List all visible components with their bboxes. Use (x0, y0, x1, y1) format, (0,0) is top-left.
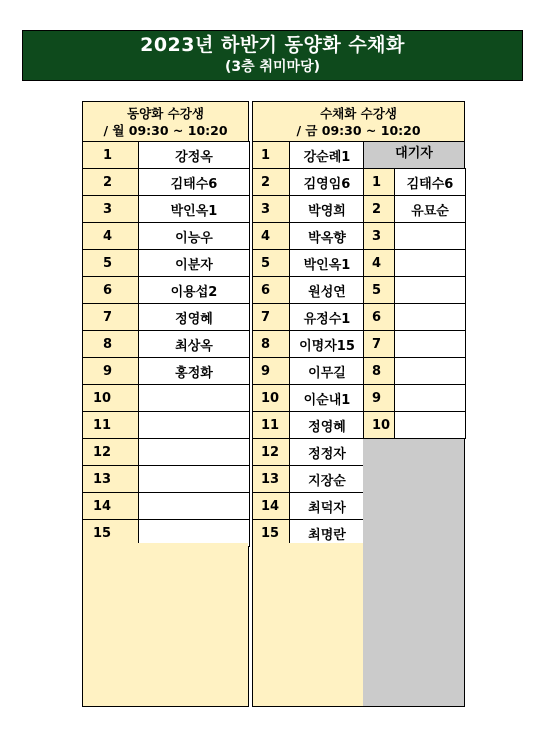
student-name (395, 277, 466, 304)
row-number: 2 (253, 169, 290, 196)
student-name (395, 250, 466, 277)
waiting-header: 대기자 (363, 141, 465, 169)
row-number: 15 (83, 520, 139, 547)
student-name: 김영임6 (290, 169, 365, 196)
table-row (364, 385, 466, 412)
table-row (364, 196, 466, 223)
table-row (364, 277, 466, 304)
title-banner (22, 30, 523, 81)
student-name (395, 358, 466, 385)
table-row (83, 223, 250, 250)
student-name: 박인옥1 (139, 196, 250, 223)
right-roster-table (252, 141, 365, 547)
left-empty-area (83, 543, 248, 706)
table-row (83, 466, 250, 493)
student-name: 강순례1 (290, 142, 365, 169)
waiting-list-table (363, 168, 466, 439)
row-number: 4 (364, 250, 395, 277)
left-header-schedule: / 월 09:30 ~ 10:20 (103, 123, 228, 138)
table-row (83, 493, 250, 520)
row-number: 12 (83, 439, 139, 466)
table-row (83, 358, 250, 385)
student-name: 이용섭2 (139, 277, 250, 304)
student-name (395, 385, 466, 412)
table-row (83, 385, 250, 412)
student-name (139, 412, 250, 439)
row-number: 15 (253, 520, 290, 547)
watercolor-panel (252, 101, 465, 707)
table-row (253, 358, 365, 385)
row-number: 3 (364, 223, 395, 250)
table-row (364, 223, 466, 250)
row-number: 9 (83, 358, 139, 385)
student-name: 유묘순 (395, 196, 466, 223)
student-name: 이순내1 (290, 385, 365, 412)
table-row (253, 466, 365, 493)
row-number: 8 (364, 358, 395, 385)
table-row (253, 223, 365, 250)
table-row (253, 331, 365, 358)
table-row (253, 304, 365, 331)
table-row (83, 277, 250, 304)
table-row (364, 331, 466, 358)
student-name: 정영혜 (139, 304, 250, 331)
row-number: 9 (364, 385, 395, 412)
student-name: 최덕자 (290, 493, 365, 520)
student-name: 박영희 (290, 196, 365, 223)
student-name (395, 412, 466, 439)
right-empty-area (253, 543, 363, 706)
row-number: 9 (253, 358, 290, 385)
table-row (253, 277, 365, 304)
row-number: 5 (83, 250, 139, 277)
row-number: 10 (253, 385, 290, 412)
table-row (253, 142, 365, 169)
row-number: 8 (83, 331, 139, 358)
student-name: 이분자 (139, 250, 250, 277)
table-row (83, 250, 250, 277)
table-row (364, 304, 466, 331)
row-number: 14 (83, 493, 139, 520)
student-name: 최명란 (290, 520, 365, 547)
row-number: 2 (83, 169, 139, 196)
student-name: 강정옥 (139, 142, 250, 169)
student-name: 홍정화 (139, 358, 250, 385)
right-header-title: 수채화 수강생 (320, 106, 397, 121)
row-number: 10 (364, 412, 395, 439)
row-number: 7 (83, 304, 139, 331)
student-name: 박인옥1 (290, 250, 365, 277)
student-name: 유정수1 (290, 304, 365, 331)
student-name: 지장순 (290, 466, 365, 493)
row-number: 4 (83, 223, 139, 250)
row-number: 11 (83, 412, 139, 439)
table-row (253, 412, 365, 439)
row-number: 1 (83, 142, 139, 169)
table-row (83, 412, 250, 439)
right-header (253, 102, 464, 142)
left-header-title: 동양화 수강생 (127, 106, 204, 121)
student-name: 박옥향 (290, 223, 365, 250)
row-number: 14 (253, 493, 290, 520)
row-number: 3 (83, 196, 139, 223)
table-row (364, 358, 466, 385)
student-name: 이능우 (139, 223, 250, 250)
table-row (253, 493, 365, 520)
table-row (83, 169, 250, 196)
table-row (253, 439, 365, 466)
row-number: 1 (253, 142, 290, 169)
table-row (253, 169, 365, 196)
row-number: 8 (253, 331, 290, 358)
oriental-painting-panel (82, 101, 249, 707)
row-number: 5 (253, 250, 290, 277)
student-name (395, 223, 466, 250)
left-header (83, 102, 248, 142)
row-number: 11 (253, 412, 290, 439)
student-name: 이명자15 (290, 331, 365, 358)
table-row (364, 169, 466, 196)
student-name: 김태수6 (139, 169, 250, 196)
student-name (395, 331, 466, 358)
table-row (364, 412, 466, 439)
table-row (83, 439, 250, 466)
row-number: 12 (253, 439, 290, 466)
student-name: 김태수6 (395, 169, 466, 196)
student-name (139, 466, 250, 493)
student-name (139, 385, 250, 412)
student-name (139, 493, 250, 520)
row-number: 13 (253, 466, 290, 493)
left-roster-table (82, 141, 250, 547)
row-number: 6 (364, 304, 395, 331)
row-number: 3 (253, 196, 290, 223)
student-name: 원성연 (290, 277, 365, 304)
row-number: 2 (364, 196, 395, 223)
page-title: 2023년 하반기 동양화 수채화 (140, 34, 405, 56)
page-subtitle: (3층 취미마당) (224, 59, 321, 75)
row-number: 6 (253, 277, 290, 304)
student-name (395, 304, 466, 331)
row-number: 10 (83, 385, 139, 412)
student-name (139, 439, 250, 466)
table-row (83, 304, 250, 331)
table-row (83, 142, 250, 169)
table-row (83, 196, 250, 223)
row-number: 6 (83, 277, 139, 304)
student-name: 이무길 (290, 358, 365, 385)
row-number: 7 (364, 331, 395, 358)
table-row (253, 250, 365, 277)
table-row (83, 331, 250, 358)
table-row (253, 385, 365, 412)
row-number: 5 (364, 277, 395, 304)
row-number: 7 (253, 304, 290, 331)
waiting-empty-area (363, 431, 464, 706)
table-row (253, 196, 365, 223)
student-name: 정영혜 (290, 412, 365, 439)
student-name: 정정자 (290, 439, 365, 466)
row-number: 4 (253, 223, 290, 250)
row-number: 13 (83, 466, 139, 493)
student-name: 최상옥 (139, 331, 250, 358)
right-header-schedule: / 금 09:30 ~ 10:20 (296, 123, 421, 138)
row-number: 1 (364, 169, 395, 196)
table-row (364, 250, 466, 277)
